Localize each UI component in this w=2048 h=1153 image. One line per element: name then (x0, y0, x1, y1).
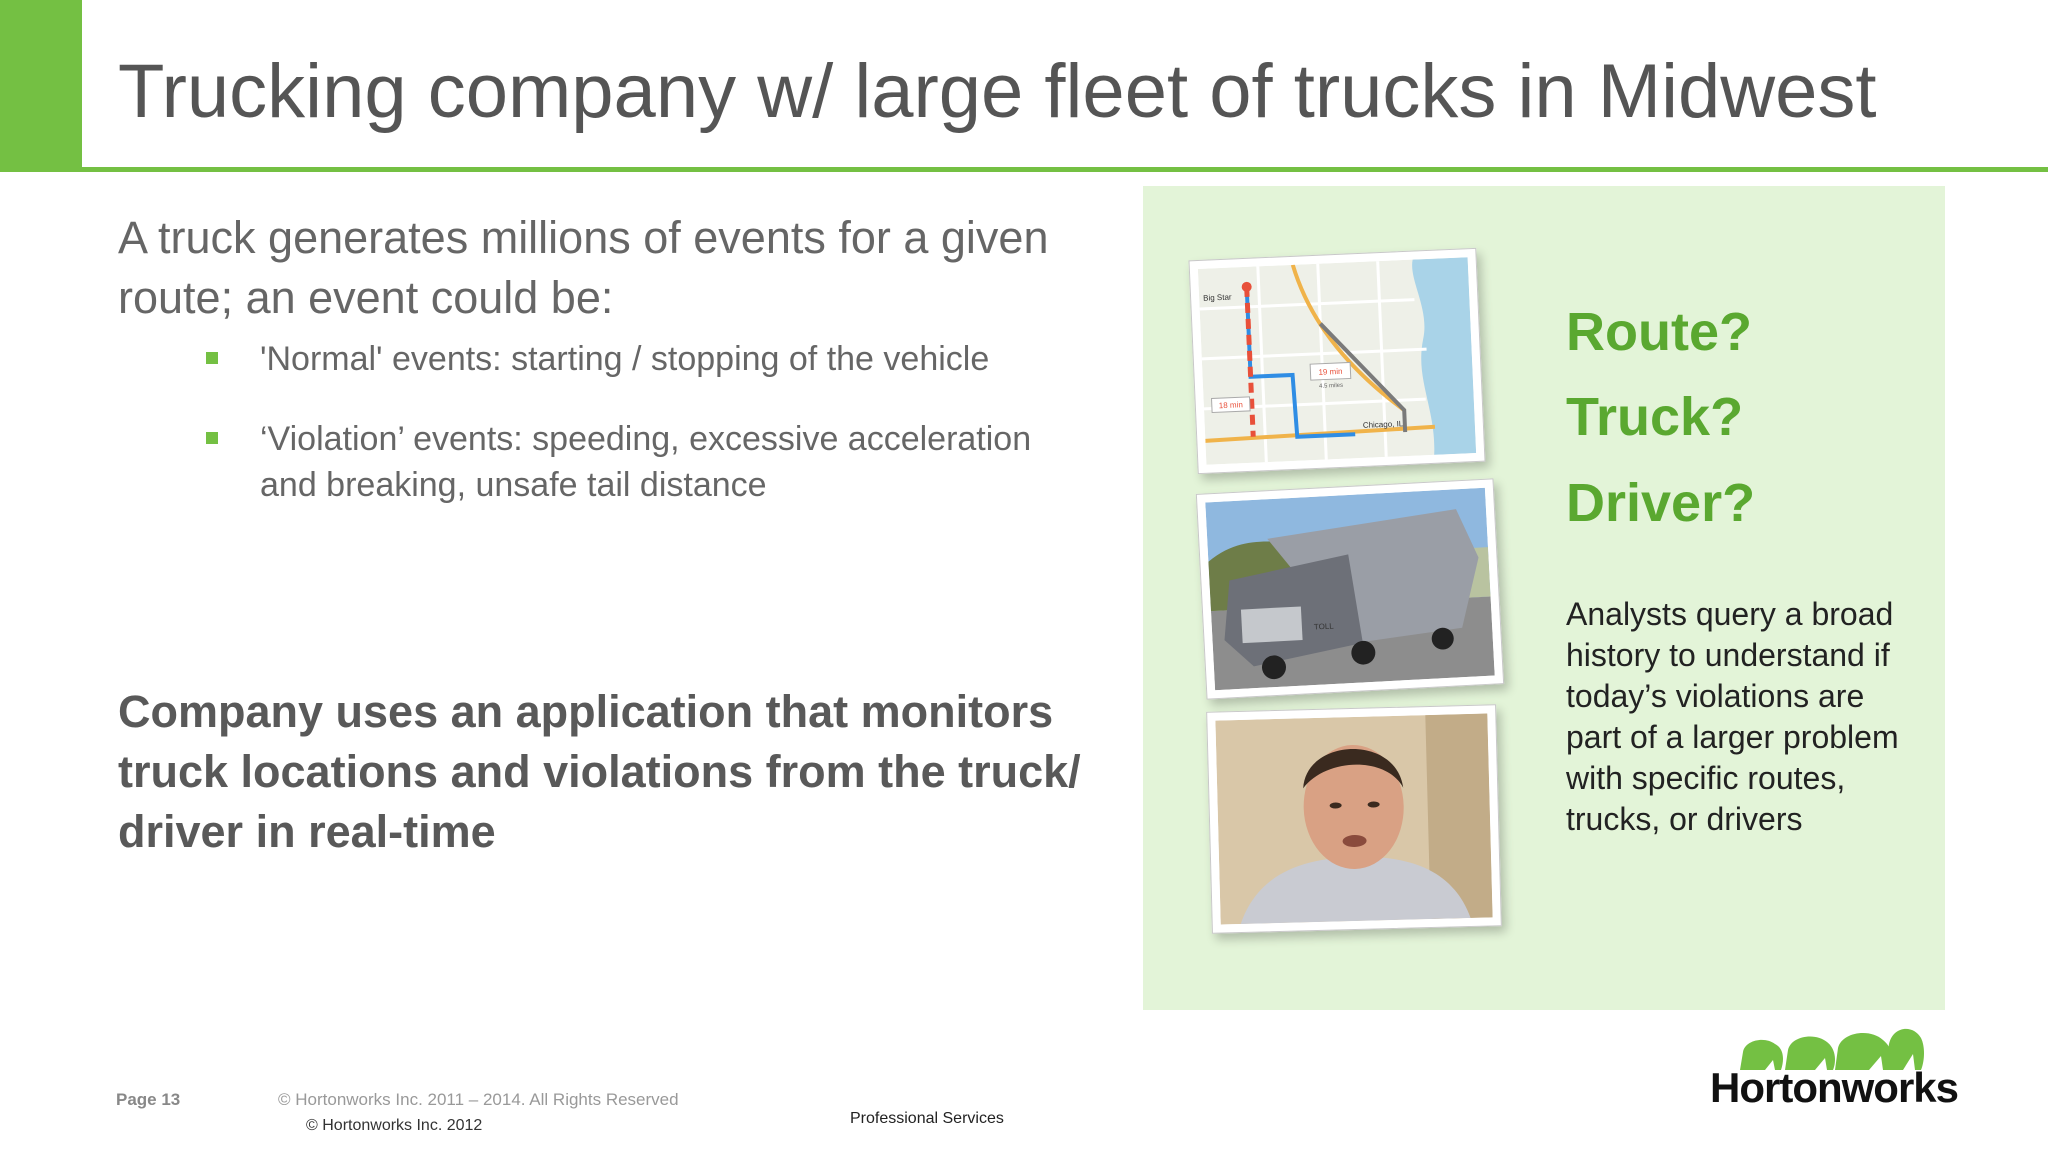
truck-plate-label: TOLL (1313, 621, 1334, 632)
route-map-image (1198, 257, 1476, 465)
map-time-badge-2: 18 min (1218, 400, 1244, 411)
truck-image (1205, 488, 1494, 690)
question-route: Route? (1566, 302, 1752, 362)
footer-copyright-secondary: © Hortonworks Inc. 2012 (306, 1117, 483, 1134)
driver-photo (1206, 704, 1502, 934)
page-number: Page 13 (116, 1090, 181, 1109)
footer-center-label: Professional Services (850, 1110, 1004, 1127)
analysts-description: Analysts query a broad history to understand if today’s violations are part of a larger problem with specific routes, trucks, or drivers (1566, 596, 1899, 837)
emphasis-statement: Company uses an application that monitors truck locations and violations from the truck/ driver in real-time (118, 686, 1081, 857)
bullet-normal-events (200, 336, 1080, 382)
map-place-label-top: Big Star (1202, 292, 1232, 303)
truck-photo (1196, 478, 1504, 699)
bullet-square-icon (206, 432, 218, 444)
bullet-text: ‘Violation’ events: speeding, excessive acceleration and breaking, unsafe tail distance (260, 420, 1032, 504)
title-accent-block (0, 0, 82, 172)
bullet-violation-events (200, 416, 1080, 508)
question-truck: Truck? (1566, 387, 1744, 447)
map-time-badge-1: 19 min (1318, 366, 1343, 377)
map-time-badge-1-sub: 4.5 miles (1318, 382, 1344, 390)
event-bullet-list (200, 336, 1080, 542)
driver-image (1215, 713, 1492, 924)
footer-copyright: © Hortonworks Inc. 2011 – 2014. All Rights Reserved (278, 1090, 679, 1109)
hortonworks-logo-text: Hortonworks (1710, 1064, 1959, 1111)
bullet-text: 'Normal' events: starting / stopping of the vehicle (260, 340, 990, 378)
intro-text: A truck generates millions of events for a given route; an event could be: (118, 212, 1049, 323)
map-place-label-bottom: Chicago, IL (1362, 419, 1404, 430)
slide-title: Trucking company w/ large fleet of trucks in Midwest (118, 49, 1877, 134)
title-divider (82, 167, 2048, 172)
bullet-square-icon (206, 352, 218, 364)
analysis-panel (1143, 186, 1945, 1010)
route-map-photo (1188, 248, 1485, 474)
question-driver: Driver? (1566, 473, 1756, 533)
